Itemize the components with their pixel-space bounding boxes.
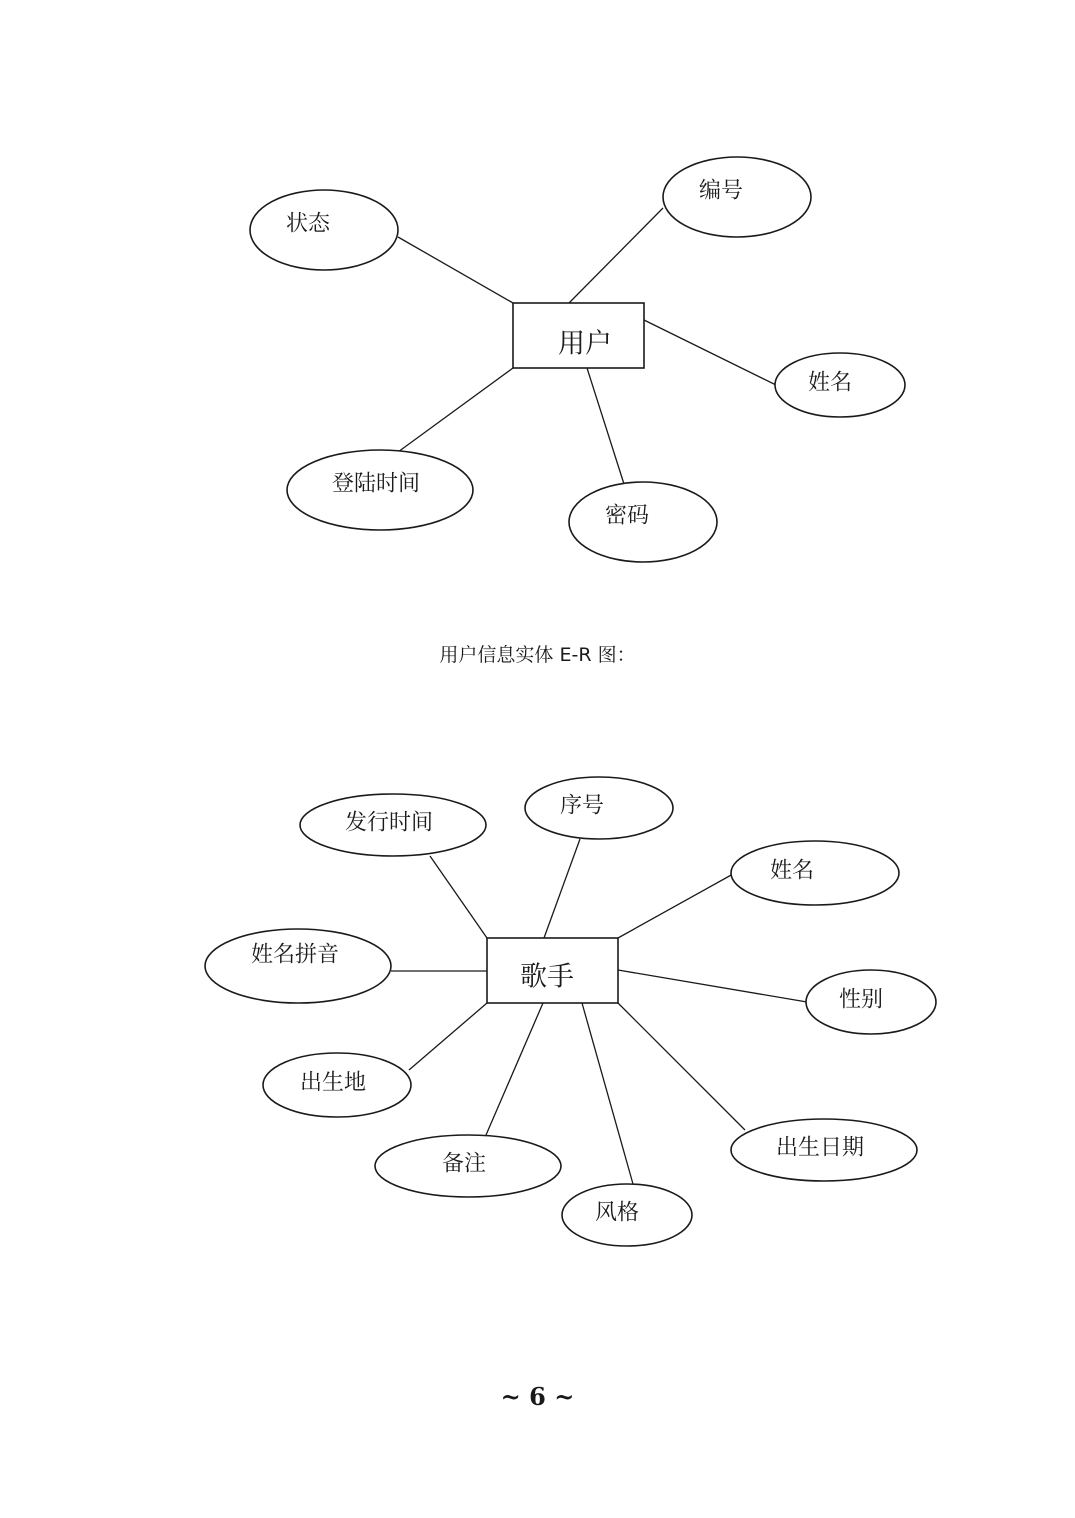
page-number: ~ 6 ~	[500, 1382, 575, 1411]
edge-name	[618, 874, 733, 938]
attribute-id	[663, 157, 811, 237]
edge-id	[569, 208, 663, 303]
edge-release-time	[430, 856, 487, 938]
attribute-gender	[806, 970, 936, 1034]
er-diagram-user	[0, 0, 1075, 600]
entity-label: 歌手	[520, 961, 574, 993]
edge-login-time	[398, 368, 513, 452]
figure-caption: 用户信息实体 E-R 图：	[439, 644, 636, 666]
attribute-ellipse	[731, 841, 899, 905]
attribute-name	[775, 353, 905, 417]
attribute-birthdate	[731, 1119, 917, 1181]
attribute-label: 备注	[441, 1151, 487, 1177]
attribute-password	[569, 482, 717, 562]
attribute-label: 登陆时间	[331, 471, 421, 497]
attribute-style	[562, 1184, 692, 1246]
edge-birthdate	[618, 1003, 745, 1130]
edge-name	[644, 320, 776, 385]
attribute-birthplace	[263, 1053, 411, 1117]
edge-gender	[618, 970, 807, 1002]
entity-singer	[487, 938, 618, 1003]
attribute-release-time	[300, 794, 486, 856]
edge-status	[398, 237, 513, 303]
edge-style	[582, 1003, 633, 1184]
er-diagram-singer	[0, 760, 1075, 1280]
attribute-label: 姓名	[807, 370, 853, 396]
edge-password	[587, 368, 624, 484]
edge-birthplace	[409, 1003, 487, 1070]
attribute-label: 序号	[559, 793, 605, 819]
attribute-label: 发行时间	[344, 810, 434, 836]
attribute-label: 密码	[604, 503, 650, 529]
entity-label: 用户	[558, 328, 612, 360]
attribute-pinyin	[205, 929, 391, 1003]
entity-user	[513, 303, 644, 368]
attribute-label: 编号	[698, 178, 744, 204]
attribute-label: 性别	[838, 987, 884, 1013]
attribute-seq	[525, 777, 673, 839]
attribute-login-time	[287, 450, 473, 530]
attribute-status	[250, 190, 398, 270]
attribute-label: 状态	[285, 211, 331, 237]
edge-seq	[544, 839, 580, 938]
attribute-label: 姓名拼音	[250, 942, 340, 968]
attribute-label: 姓名	[769, 858, 815, 884]
attribute-note	[375, 1135, 561, 1197]
attribute-name	[731, 841, 899, 905]
edge-note	[486, 1003, 543, 1135]
attribute-label: 出生日期	[775, 1135, 865, 1161]
attribute-label: 风格	[594, 1200, 640, 1226]
attribute-label: 出生地	[299, 1070, 367, 1096]
